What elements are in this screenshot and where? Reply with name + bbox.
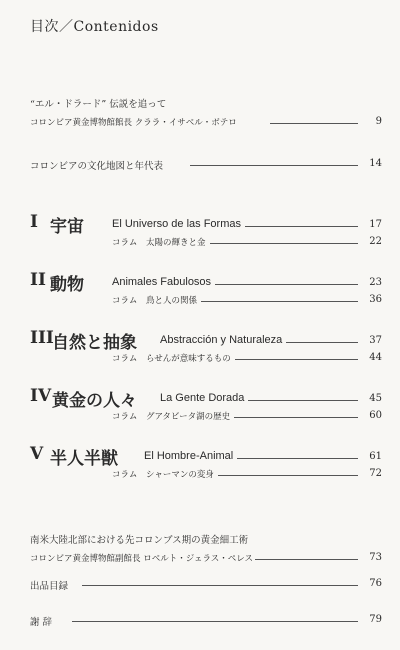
intro-byline: コロンビア黄金博物館館長 クララ・イサベル・ボテロ — [30, 118, 237, 128]
section-page: 45 — [369, 393, 382, 404]
section-number: V — [30, 444, 44, 464]
column-label: コラム — [112, 412, 138, 422]
leader-line — [245, 226, 358, 227]
map-label: コロンビアの文化地図と年代表 — [30, 161, 164, 172]
essay-byline: コロンビア黄金博物館副館長 ロベルト・ジェラス・ペレス — [30, 554, 254, 564]
section-number: II — [30, 270, 46, 290]
section-title: 動物 — [50, 275, 84, 295]
column-page: 60 — [369, 410, 382, 421]
leader-line — [210, 243, 358, 244]
leader-line — [237, 458, 358, 459]
column-page: 36 — [369, 294, 382, 305]
intro-heading: “エル・ドラード” 伝説を追って — [30, 99, 167, 110]
essay-heading: 南米大陸北部における先コロンブス期の黄金細工術 — [30, 535, 249, 546]
intro-page: 9 — [375, 116, 382, 127]
section-page: 23 — [369, 277, 382, 288]
thanks-page: 79 — [369, 614, 382, 625]
column-page: 44 — [369, 352, 382, 363]
column-page: 22 — [369, 236, 382, 247]
section-spanish-title: Animales Fabulosos — [112, 276, 212, 288]
leader-line — [235, 359, 358, 360]
leader-line — [218, 475, 358, 476]
section-spanish-title: Abstracción y Naturaleza — [160, 334, 283, 346]
section-page: 37 — [369, 335, 382, 346]
page-title: 目次／Contenidos — [30, 19, 159, 35]
leader-line — [72, 621, 358, 622]
column-label: コラム — [112, 238, 138, 248]
column-title: 太陽の輝きと金 — [146, 238, 206, 248]
leader-line — [82, 585, 358, 586]
column-label: コラム — [112, 354, 138, 364]
essay-page: 73 — [369, 552, 382, 563]
leader-line — [286, 342, 358, 343]
leader-line — [270, 123, 358, 124]
section-page: 17 — [369, 219, 382, 230]
column-title: シャーマンの変身 — [146, 470, 214, 480]
catalog-label: 出品目録 — [30, 581, 69, 592]
section-title: 自然と抽象 — [52, 333, 137, 353]
leader-line — [234, 417, 358, 418]
section-number: I — [30, 212, 38, 232]
column-title: グアタビータ湖の歴史 — [146, 412, 231, 422]
leader-line — [248, 400, 358, 401]
section-title: 黄金の人々 — [52, 391, 137, 411]
leader-line — [215, 284, 358, 285]
column-label: コラム — [112, 470, 138, 480]
leader-line — [255, 559, 358, 560]
section-spanish-title: El Hombre-Animal — [144, 450, 234, 462]
section-title: 宇宙 — [50, 217, 84, 237]
section-spanish-title: La Gente Dorada — [160, 392, 245, 404]
column-title: 鳥と人の関係 — [146, 296, 198, 306]
catalog-page: 76 — [369, 578, 382, 589]
section-number: III — [30, 328, 54, 348]
section-page: 61 — [369, 451, 382, 462]
section-spanish-title: El Universo de las Formas — [112, 218, 241, 230]
column-label: コラム — [112, 296, 138, 306]
column-page: 72 — [369, 468, 382, 479]
thanks-label: 謝 辞 — [30, 617, 53, 628]
leader-line — [190, 165, 358, 166]
map-page: 14 — [369, 158, 382, 169]
leader-line — [201, 301, 358, 302]
column-title: らせんが意味するもの — [146, 354, 231, 364]
section-number: IV — [30, 386, 52, 406]
section-title: 半人半獣 — [50, 449, 118, 469]
